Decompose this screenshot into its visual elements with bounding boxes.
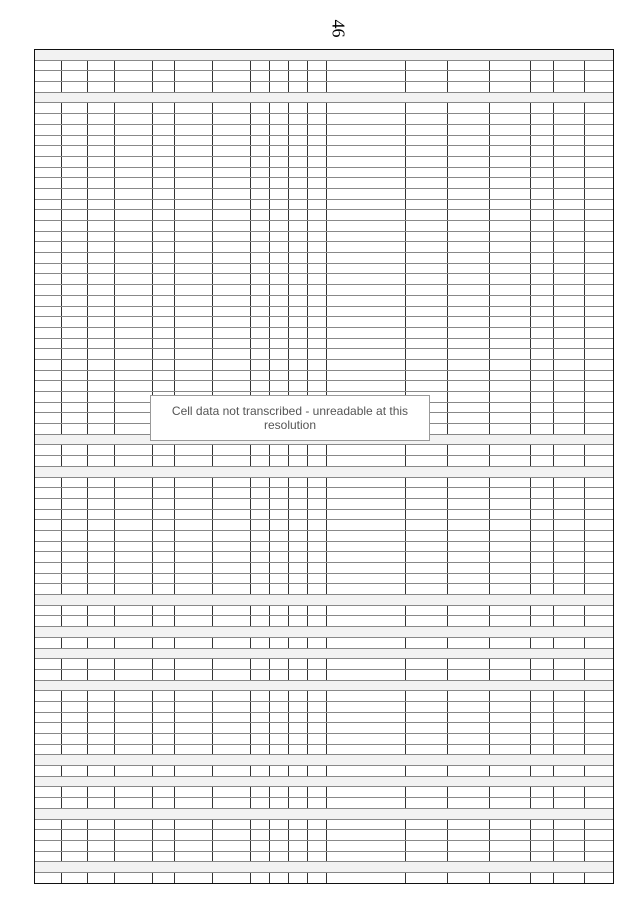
- table-row: [35, 510, 613, 521]
- table-row: [35, 745, 613, 756]
- table-row-total: [35, 649, 613, 660]
- table-row: [35, 157, 613, 168]
- table-row: [35, 841, 613, 852]
- table-row: [35, 178, 613, 189]
- table-row: [35, 499, 613, 510]
- table-row: [35, 659, 613, 670]
- table-row: [35, 285, 613, 296]
- table-row-total: [35, 862, 613, 873]
- table-row: [35, 616, 613, 627]
- table-row: [35, 349, 613, 360]
- table-row: [35, 168, 613, 179]
- page-number: 46: [328, 19, 349, 38]
- register-table: [34, 49, 614, 884]
- table-row: [35, 670, 613, 681]
- table-row: [35, 542, 613, 553]
- table-row: [35, 189, 613, 200]
- table-row-total: [35, 755, 613, 766]
- table-row: [35, 766, 613, 777]
- table-row-total: [35, 627, 613, 638]
- table-row: [35, 253, 613, 264]
- table-row-total: [35, 595, 613, 606]
- table-row: [35, 264, 613, 275]
- table-row: [35, 723, 613, 734]
- table-row: [35, 787, 613, 798]
- table-row: [35, 531, 613, 542]
- table-row: [35, 456, 613, 467]
- table-row: [35, 552, 613, 563]
- table-row: [35, 584, 613, 595]
- table-row: [35, 317, 613, 328]
- table-row: [35, 574, 613, 585]
- table-row: [35, 61, 613, 72]
- table-row: [35, 71, 613, 82]
- table-row: [35, 713, 613, 724]
- table-row: [35, 360, 613, 371]
- table-row: [35, 125, 613, 136]
- table-row: [35, 691, 613, 702]
- table-row-total: [35, 93, 613, 104]
- table-row: [35, 702, 613, 713]
- table-row-total: [35, 809, 613, 820]
- table-row: [35, 328, 613, 339]
- table-row: [35, 103, 613, 114]
- table-row: [35, 478, 613, 489]
- table-row: [35, 232, 613, 243]
- table-row: [35, 873, 613, 883]
- table-row: [35, 563, 613, 574]
- table-row: [35, 734, 613, 745]
- table-row: [35, 638, 613, 649]
- table-row: [35, 242, 613, 253]
- table-row: [35, 146, 613, 157]
- table-row: [35, 307, 613, 318]
- table-row: [35, 381, 613, 392]
- table-row: [35, 114, 613, 125]
- table-row: [35, 371, 613, 382]
- transcription-note: Cell data not transcribed - unreadable at this resolution: [150, 395, 430, 441]
- table-row: [35, 830, 613, 841]
- table-row: [35, 200, 613, 211]
- table-row-total: [35, 777, 613, 788]
- table-row-total: [35, 681, 613, 692]
- table-row: [35, 520, 613, 531]
- table-row: [35, 274, 613, 285]
- table-row: [35, 445, 613, 456]
- table-row-total: [35, 467, 613, 478]
- table-row-total: [35, 50, 613, 61]
- table-rows: [35, 50, 613, 883]
- table-row: [35, 82, 613, 93]
- table-row: [35, 852, 613, 863]
- table-row: [35, 488, 613, 499]
- table-row: [35, 606, 613, 617]
- table-row: [35, 296, 613, 307]
- table-row: [35, 820, 613, 831]
- table-row: [35, 210, 613, 221]
- table-row: [35, 136, 613, 147]
- table-row: [35, 221, 613, 232]
- table-row: [35, 798, 613, 809]
- table-row: [35, 339, 613, 350]
